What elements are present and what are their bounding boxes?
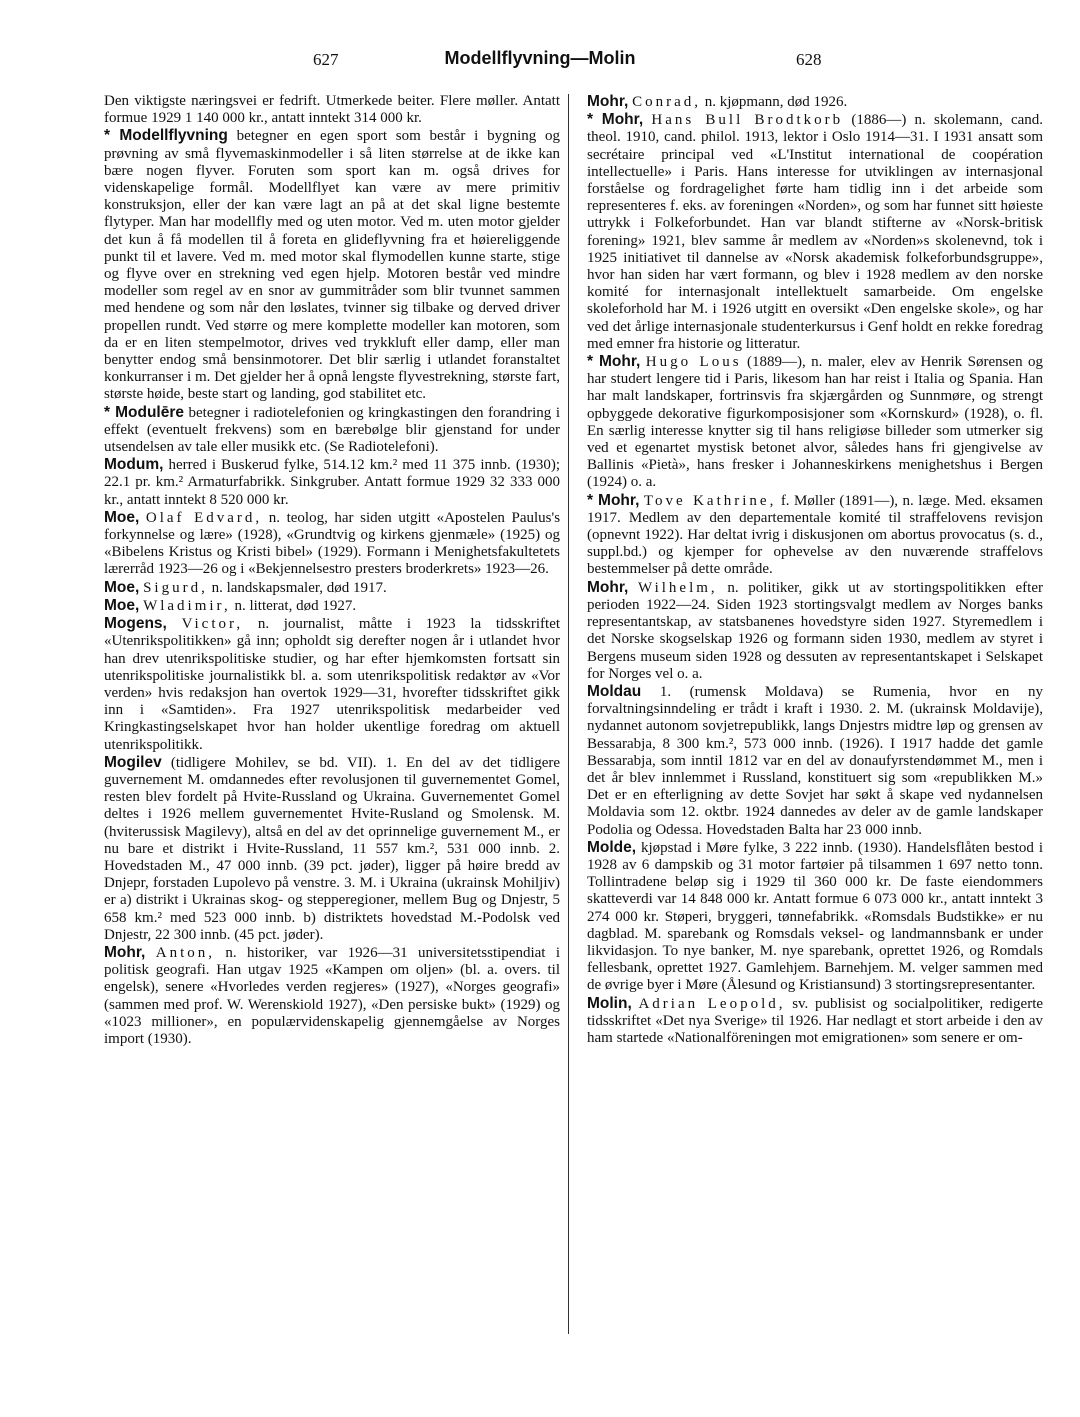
dictionary-entry — [104, 597, 560, 615]
entry-text: kjøpstad i Møre fylke, 3 222 innb. (1930). Handelsflåten bestod i 1928 av 6 dampskib og 31 motor fartøier på tilsammen 1 697 netto tonn. Tollintradene beløp sig i 1929 til 360 000 kr. De faste eiendommers skatteverdi var 14 848 000 kr. Antatt formue 6 073 000 kr., antatt inntekt 3 274 000 kr. Støperi, bryggeri, tønnefabrikk. «Romsdals Budstikke» er nu dagblad. M. sparebank og Romsdals veksel- og landmannsbank er under likvidasjon. To nye banker, M. nye sparebank, oprettet 1926, og Romdals fellesbank, oprettet 1927. Gamlehjem. Barnehjem. M. velger sammen med de øvrige byer i Møre (Ålesund og Kristiansund) 3 stortingsrepresentanter. — [587, 839, 1043, 994]
entry-name: Olaf Edvard, — [145, 509, 263, 526]
dictionary-entry — [587, 839, 1043, 995]
entry-text: betegner i radiotelefonien og kringkastingen den forandring i effekt (eventuelt frekvens) som en bærebølge blir gjenstand for under utsendelsen av tale eller musikk etc. (Se Radiotelefoni). — [104, 404, 560, 456]
entry-headword: Mohr, — [587, 93, 629, 110]
page-number-right: 628 — [796, 50, 822, 69]
dictionary-entry — [104, 615, 560, 754]
entry-headword: * Mohr, — [587, 111, 644, 129]
entry-headword: * Modellflyvning — [104, 127, 228, 145]
entry-headword: * Mohr, — [587, 353, 641, 371]
entry-name: Tove Kathrine, — [643, 492, 777, 509]
page-header — [0, 50, 1080, 78]
dictionary-entry — [104, 456, 560, 509]
entry-text: n. journalist, måtte i 1923 la tidsskriftet «Utenrikspolitikken» gå inn; opholdt sig derefter nogen år i utlandet hvor han drev utenrikspolitiske studier, og har efter hjemkomsten fortsatt sin utenrikspolitiske journalistikk bl. a. som utenrikspolitisk redaktør av «Vor verden» hvis redaksjon han overtok 1929—31, hvorefter tidsskriftet gikk inn i «Samtiden». Fra 1927 utenrikspolitisk medarbeider ved Kringkastingselskapet hvor han holder ukentlige foredrag om aktuell utenrikspolitikk. — [104, 616, 561, 753]
entry-headword: Moe, — [104, 596, 140, 614]
entry-text: f. Møller (1891—), n. læge. Med. eksamen 1917. Medlem av den departementale komité til straffelovens revisjon (opnevnt 1922). Har deltat ivrig i diskusjonen om abortus provocatus (s. d., suppl.bd.) og kjemper for ophevelse av den nuværende straffelovs bestemmelser på dette område. — [587, 492, 1043, 578]
entry-headword: Molde, — [587, 838, 637, 856]
entry-text: herred i Buskerud fylke, 514.12 km.² med 11 375 innb. (1930); 22.1 pr. km.² Armaturfabrikk. Sinkgruber. Antatt formue 1929 32 333 000 kr., antatt inntekt 8 520 000 kr. — [104, 457, 561, 508]
dictionary-entry — [104, 754, 560, 944]
dictionary-entry — [104, 579, 560, 597]
entry-text: n. teolog, har siden utgitt «Apostelen Paulus's forkynnelse og lære» (1928), «Grundtvig og kirkens gjenmæle» (1925) og «Bibelens Kristus og Kristi bibel» (1929). Formann i Menighetsfakultetets lærerråd 1923—26 og i «Bekjennelsestro presters broderkrets» 1923—26. — [104, 509, 561, 578]
entry-text: n. kjøpmann, død 1926. — [704, 94, 848, 110]
page-number-left: 627 — [313, 50, 339, 69]
dictionary-entry — [587, 111, 1043, 353]
dictionary-entry — [587, 353, 1043, 492]
entry-headword: Moldau — [587, 682, 642, 700]
entry-name: Wilhelm, — [638, 579, 718, 596]
entry-text: n. landskapsmaler, død 1917. — [211, 579, 387, 596]
dictionary-entry — [104, 944, 560, 1048]
column-divider — [568, 94, 569, 1334]
right-column — [587, 93, 1043, 1047]
entry-headword: Mohr, — [587, 578, 629, 596]
entry-headword: Mogilev — [104, 753, 162, 771]
entry-text: sv. publisist og socialpolitiker, redigerte tidsskriftet «Det nya Sverige» til 1926. Har nedlagt et stort arbeide i den av ham startede «Nationalföreningen mot emigrationen» som senere er om- — [587, 995, 1044, 1046]
dictionary-entry — [104, 509, 560, 579]
entry-headword: Mohr, — [104, 943, 146, 961]
entry-headword: Moe, — [104, 508, 140, 526]
dictionary-entry — [587, 683, 1043, 839]
entry-text: Den viktigste næringsvei er fedrift. Utmerkede beiter. Flere møller. Antatt formue 1929 1 140 000 kr., antatt inntekt 314 000 kr. — [104, 93, 560, 127]
dictionary-entry — [104, 127, 560, 403]
entry-name: Conrad, — [632, 94, 702, 110]
entry-text: (1886—) n. skolemann, cand. theol. 1910, cand. philol. 1913, lektor i Oslo 1914—31. I 1931 ansatt som secrétaire principal ved «L'Institut international de coopération intellectuelle» i Paris. Hans interesse for utviklingen av internasjonal forståelse og fordragelighet førte ham tidlig inn i det arbeide som representeres f. eks. av foreningen «Norden», og som har funnet sitt høieste uttrykk i Folkeforbundet. Han var blandt stifterne av «Norsk-britisk forening» 1921, blev samme år medlem av «Norden»s skolenevnd, tok i 1925 initiativet til dannelse av «Norsk akademisk folkeforbundsgruppe», hvor han siden har vært formann, og blev i 1928 medlem av den norske komité for internasjonalt intellektuelt samarbeide. Om engelske skoleforhold har M. i 1926 utgitt en oversikt «Den engelske skole», og har ved det årlige internasjonale studenterkursus i Genf holdt en rekke foredrag med emner fra historie og litteratur. — [587, 112, 1044, 352]
entry-name: Victor, — [181, 616, 244, 633]
entry-text: (1889—), n. maler, elev av Henrik Sørensen og har studert lengere tid i Paris, likesom han har reist i Italia og Spania. Han har malt landskaper, fortrinsvis fra skjærgården og Sunnmøre, og strengt opbyggede dekorative figurkomposisjoner som «Kornskurd» (1928), o. fl. En særlig interesse knytter sig til hans religiøse billeder som utmerker sig ved et egenartet mystisk betonet alvor, således hans fri gjengivelse av Ballinis «Pietà», hans fresker i Johanneskirkens menighetshus i Bergen (1924) o. a. — [587, 354, 1044, 491]
dictionary-entry — [587, 93, 1043, 111]
entry-headword: Molin, — [587, 994, 632, 1012]
entry-name: Wladimir, — [143, 597, 231, 614]
entry-text: n. politiker, gikk ut av stortingspolitikken efter perioden 1922—24. Siden 1923 stortingsvalgt medlem av Norges banks representantskap, av statsbanenes hovedstyre siden 1927. Styremedlem i det Norske skogselskap 1926 og formann siden 1930, medlem av styret i Bergens museum siden 1928 og dessuten av representantskapet i Selskapet for Norges vel o. a. — [587, 579, 1044, 682]
entry-name: Anton, — [155, 944, 215, 961]
entry-name: Adrian Leopold, — [638, 995, 786, 1012]
running-title: Modellflyvning—Molin — [444, 48, 636, 68]
entry-text: n. litterat, død 1927. — [234, 597, 357, 614]
dictionary-entry — [104, 93, 560, 127]
entry-headword: Modum, — [104, 456, 164, 474]
entry-name: Sigurd, — [143, 579, 208, 596]
dictionary-entry — [587, 995, 1043, 1048]
left-column — [104, 93, 560, 1048]
entry-name: Hans Bull Brodtkorb — [651, 112, 844, 129]
entry-name: Hugo Lous — [645, 354, 742, 371]
entry-headword: Mogens, — [104, 615, 167, 633]
entry-text: n. historiker, var 1926—31 universitetsstipendiat i politisk geografi. Han utgav 1925 «Kampen om oljen» (bl. a. overs. til engelsk), senere «Hvorledes verden regjeres» (1927), «Norges geografi» (sammen med prof. W. Werenskiold 1927), «Den persiske bukt» (1929) og «1023 millioner», en populærvidenskapelig gjennemgåelse av Norges import (1930). — [104, 944, 561, 1047]
entry-text: (tidligere Mohilev, se bd. VII). 1. En del av det tidligere guvernement M. omdannedes efter revolusjonen til guvernementet Gomel, resten blev fordelt på Hvite-Russland og Ukraina. Guvernementet Gomel deltes i 1926 mellem guvernementet Hvite-Rusland og Smolensk. M. (hviterussisk Magilevy), altså en del av det oprinnelige guvernement M., er nu bare et distrikt i Hvite-Russland, 11 557 km.², 531 000 innb. 2. Hovedstaden M., 47 000 innb. (39 pct. jøder), ligger på høire bredd av Dnjepr, forstaden Lupolevo på venstre. 3. M. i Ukraina (ukrainsk Mohiljiv) er a) distrikt i Ukrainas skog- og stepperegioner, mellem Bug og Dnjestr, 5 658 km.² med 523 000 innb. b) distriktets hovedstad M.-Podolsk ved Dnjestr, 22 300 innb. (45 pct. jøder). — [104, 754, 561, 943]
dictionary-entry — [587, 492, 1043, 579]
entry-headword: Moe, — [104, 578, 140, 596]
entry-headword: * Modulēre — [104, 403, 184, 421]
entry-headword: * Mohr, — [587, 491, 640, 509]
dictionary-entry — [104, 404, 560, 457]
entry-text: 1. (rumensk Moldava) se Rumenia, hvor en ny forvaltningsinndeling er trådt i kraft i 1930. 2. M. (ukrainsk Moldavije), nydannet autonom sovjetrepublikk, langs Dnjestrs midtre løp og grensen av Bessarabja, 8 300 km.², 573 000 innb. (1926). I 1917 hadde det gamle Bessarabja, som inntil 1812 var en del av donaufyrstendømmet M., men i det år blev innlemmet i Russland, konstituert sig som «republikken M.» Det er en efterligning av dette Sovjet har søkt å skape ved nydannelsen Moldavia som 12. oktbr. 1924 dannedes av deler av de gamle landskaper Podolia og Odessa. Hovedstaden Balta har 23 000 innb. — [587, 683, 1043, 838]
entry-text: betegner en egen sport som består i bygning og prøvning av små flyvemaskinmodeller i så liten størrelse at de ikke kan bære nogen flyver. Foruten som sport kan m. også drives for videnskapelige formål. Modellflyet kan være av mere primitiv konstruksjon, eller der kan være lagt an på at det skal ligne bestemte flytyper. Man har modellfly med og uten motor. Ved m. uten motor gjelder det kun å få modellen til å foreta en glideflyvning fra et høiereliggende punkt til et lavere. Ved m. med motor skal flymodellen kunne starte, stige og flyve over en strekning ved egen hjelp. Motoren består ved mindre modeller som regel av en snor av gummitråder som blir tvunnet sammen med hendene og som når den løslates, tvinner sig tilbake og derved driver propellen rundt. Ved større og mere komplette modeller kan motoren, som da er en liten stempelmotor, drives ved trykkluft eller damp, eller man benytter endog små bensinmotorer. Det blir særlig i utlandet foranstaltet konkurranser i m. Det gjelder her å opnå lengste flyvestrekning, største fart, største høide, beste start og landing, god stabilitet etc. — [104, 128, 561, 403]
dictionary-entry — [587, 579, 1043, 683]
